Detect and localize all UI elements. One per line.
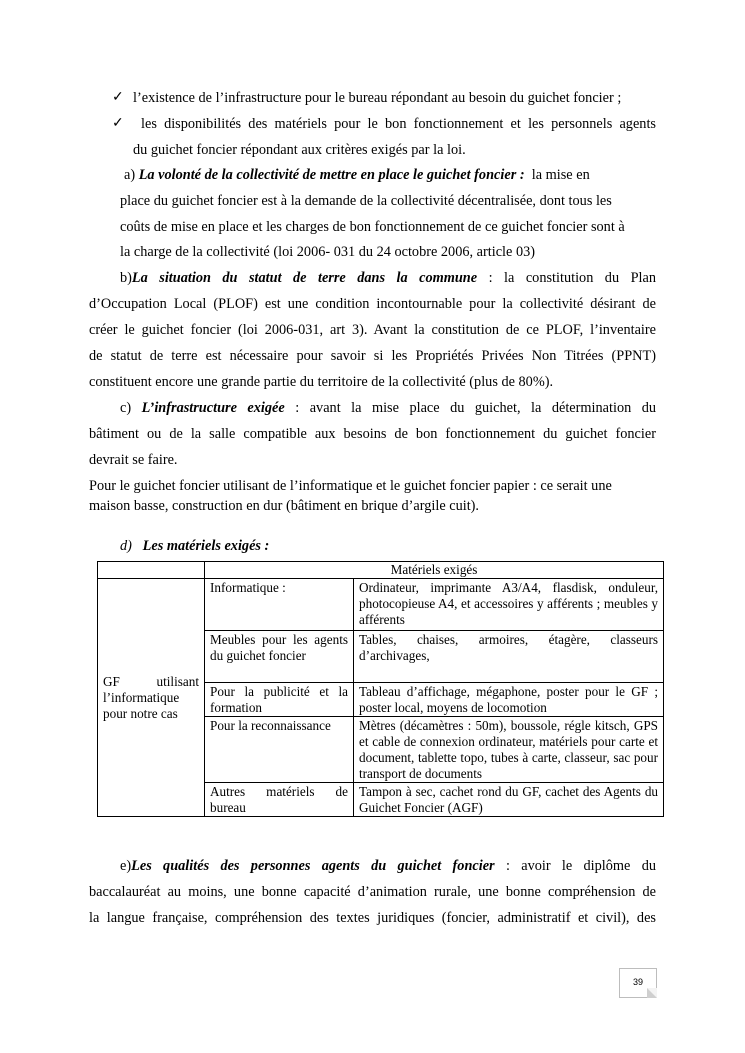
check-mark-icon: ✓: [112, 90, 124, 105]
section-d-heading: [120, 537, 269, 555]
page-curl-icon: [647, 988, 657, 998]
bullet-infrastructure: l’existence de l’infrastructure pour le bureau répondant au besoin du guichet foncier ;: [133, 90, 622, 106]
section-b-line3: créer le guichet foncier (loi 2006-031, art 3). Avant la constitution de ce PLOF, l’inventaire: [89, 322, 656, 338]
section-e-marker: e): [120, 858, 132, 874]
section-b-title: La situation du statut de terre dans la commune: [131, 270, 478, 286]
check-mark-icon: ✓: [112, 116, 124, 131]
section-b-marker: b): [120, 270, 132, 286]
bullet-materials-line1: les disponibilités des matériels pour le bon fonctionnement et les personnels agents: [141, 116, 656, 132]
table-category: Pour la reconnaissance: [205, 717, 354, 783]
section-c-line1: [120, 399, 656, 417]
page-number-box: [619, 968, 657, 998]
section-e-line3: la langue française, compréhension des textes juridiques (foncier, administratif et civil), des: [89, 910, 656, 926]
section-e-title: Les qualités des personnes agents du guichet foncier: [131, 858, 495, 874]
section-d-marker: d): [120, 538, 132, 554]
section-c-line4: Pour le guichet foncier utilisant de l’informatique et le guichet foncier papier : ce serait une: [89, 478, 612, 494]
section-a-marker: a): [124, 167, 136, 183]
section-b-line1: [120, 269, 656, 287]
table-category: Informatique :: [205, 579, 354, 631]
section-a-line3: coûts de mise en place et les charges de bon fonctionnement de ce guichet foncier sont à: [120, 219, 625, 235]
section-e-line1: [120, 857, 656, 875]
section-c-marker: c): [120, 400, 132, 416]
section-c-line5: maison basse, construction en dur (bâtiment en brique d’argile cuit).: [89, 498, 480, 514]
section-b-line4: de statut de terre est nécessaire pour savoir si les Propriétés Privées Non Titrées (PPNT): [89, 348, 656, 364]
section-e-line2: baccalauréat au moins, une bonne capacité d’animation rurale, une bonne compréhension de: [89, 884, 656, 900]
table-category: Meubles pour les agents du guichet foncier: [205, 631, 354, 683]
table-header-row: [98, 562, 664, 579]
materials-table: [97, 561, 664, 817]
table-row: [98, 579, 664, 631]
section-c-text: : avant la mise place du guichet, la détermination du: [295, 400, 657, 416]
table-category: Autres matériels de bureau: [205, 783, 354, 817]
bullet-materials-line2: du guichet foncier répondant aux critères exigés par la loi.: [133, 142, 466, 158]
section-e-text: : avoir le diplôme du: [505, 858, 656, 874]
section-a-text: la mise en: [531, 167, 590, 183]
table-category: Pour la publicité et la formation: [205, 683, 354, 717]
section-a-title: La volonté de la collectivité de mettre en place le guichet foncier :: [138, 167, 525, 183]
section-b-text: : la constitution du Plan: [488, 270, 656, 286]
table-group-label: GF utilisant l’informatique pour notre cas: [98, 579, 205, 817]
table-items: Mètres (décamètres : 50m), boussole, régle kitsch, GPS et cable de connexion ordinateur, matériels pour carte et document, tablette topo, tubes à carte, classeur, sac pour transport de documents: [354, 717, 664, 783]
section-a-line2: place du guichet foncier est à la demande de la collectivité décentralisée, dont tous les: [120, 193, 612, 209]
section-c-line3: devrait se faire.: [89, 452, 178, 468]
section-c-line2: bâtiment ou de la salle compatible aux besoins de bon fonctionnement du guichet foncier: [89, 426, 656, 442]
section-b-line5: constituent encore une grande partie du territoire de la collectivité (plus de 80%).: [89, 374, 554, 390]
section-a-line4: la charge de la collectivité (loi 2006- 031 du 24 octobre 2006, article 03): [120, 244, 536, 260]
section-c-title: L’infrastructure exigée: [141, 400, 285, 416]
table-items: Ordinateur, imprimante A3/A4, flasdisk, onduleur, photocopieuse A4, et accessoires y afférents ; meubles y afférents: [354, 579, 664, 631]
page-number: 39: [632, 977, 643, 987]
section-d-title: Les matériels exigés :: [142, 538, 270, 554]
table-empty-corner: [98, 562, 205, 579]
table-items: Tables, chaises, armoires, étagère, classeurs d’archivages,: [354, 631, 664, 683]
section-b-line2: d’Occupation Local (PLOF) est une condition incontournable pour la collectivité désirant de: [89, 296, 656, 312]
table-items: Tampon à sec, cachet rond du GF, cachet des Agents du Guichet Foncier (AGF): [354, 783, 664, 817]
section-a-line1: [124, 166, 590, 184]
table-header: Matériels exigés: [205, 562, 664, 579]
table-items: Tableau d’affichage, mégaphone, poster pour le GF ; poster local, moyens de locomotion: [354, 683, 664, 717]
